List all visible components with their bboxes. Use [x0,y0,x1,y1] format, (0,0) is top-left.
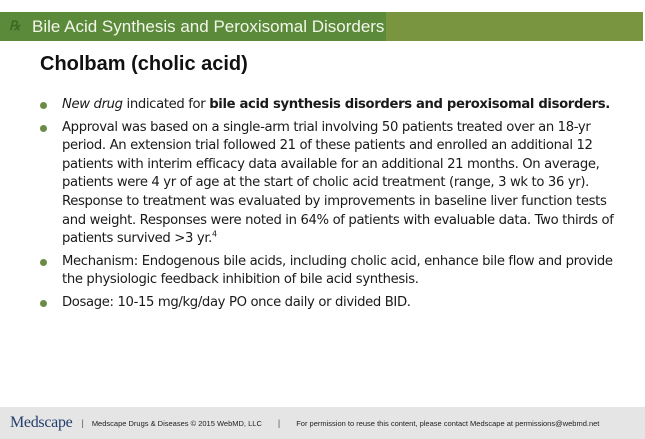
bullet-dosage [38,294,628,313]
bullet-approval [38,119,628,249]
bullet-new-drug [38,96,628,115]
header-bar [0,12,643,41]
bullet-mechanism [38,253,628,290]
bullet-dot-icon [40,102,47,109]
footer-bar [0,407,645,439]
permission-text: For permission to reuse this content, please contact Medscape at permissions@webmd.net [296,418,600,428]
footer-separator: | [81,418,84,428]
bullet-italic-text: New drug [62,97,123,112]
bullet-text: Mechanism: Endogenous bile acids, including cholic acid, enhance bile flow and provide the physiologic feedback inhibition of bile acid synthesis. [62,253,613,288]
bullet-list [38,96,628,317]
reference-superscript: 4 [212,229,217,239]
bullet-dot-icon [40,259,47,266]
footer-separator: | [277,418,281,428]
bullet-dot-icon [40,125,47,132]
copyright-text: Medscape Drugs & Diseases © 2015 WebMD, LLC [91,418,262,428]
bullet-dot-icon [40,300,47,307]
slide-title: Cholbam (cholic acid) [40,53,248,75]
bullet-bold-text: bile acid synthesis disorders and peroxisomal disorders. [209,97,610,112]
bullet-text: indicated for [122,97,210,112]
bullet-text: Dosage: 10-15 mg/kg/day PO once daily or divided BID. [62,294,411,310]
header-title-band [0,12,386,41]
section-title: Bile Acid Synthesis and Peroxisomal Disorders [32,16,385,36]
medscape-logo: Medscape [10,414,73,431]
bullet-text: Approval was based on a single-arm trial involving 50 patients treated over an 18-yr period. An extension trial followed 21 of these patients and enrolled an additional 12 patients with interim efficacy data available for an additional 21 months. On average, patients were 4 yr of age at the start of cholic acid treatment (range, 3 wk to 36 yr). Response to treatment was evaluated by improvements in baseline liver function tests and weight. Responses were noted in 64% of patients with evaluable data. Two thirds of patients survived >3 yr. [62,119,614,247]
rx-icon: ℞ [9,19,20,34]
